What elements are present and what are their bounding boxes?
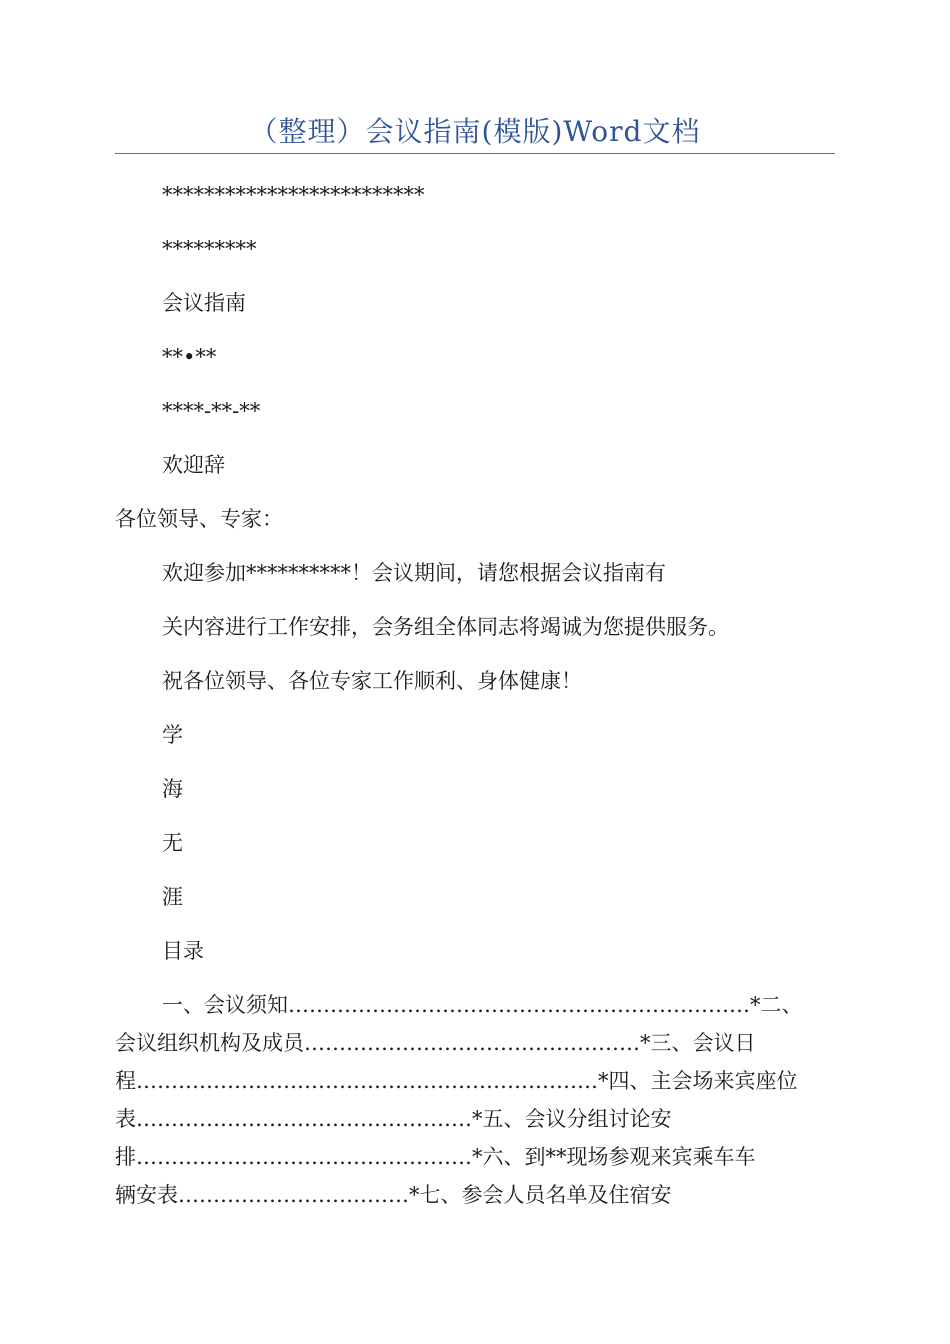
toc-heading: 目录 xyxy=(162,939,204,963)
welcome-paragraph-line-2: 关内容进行工作安排，会务组全体同志将竭诚为您提供服务。 xyxy=(162,615,729,639)
toc-line: 程…………………………………………………………*四、主会场来宾座位 xyxy=(115,1069,798,1093)
welcome-heading: 欢迎辞 xyxy=(162,453,225,477)
guide-title: 会议指南 xyxy=(162,291,246,315)
cover-line-1: ************************* xyxy=(162,183,425,207)
toc-line: 辆安表……………………………*七、参会人员名单及住宿安 xyxy=(115,1183,672,1207)
vertical-char-4: 涯 xyxy=(162,885,183,909)
vertical-char-2: 海 xyxy=(162,777,183,801)
title-underline xyxy=(115,153,835,154)
welcome-wishes: 祝各位领导、各位专家工作顺利、身体健康！ xyxy=(162,669,582,693)
welcome-salutation: 各位领导、专家： xyxy=(115,507,283,531)
vertical-char-1: 学 xyxy=(162,723,183,747)
toc-line: 排…………………………………………*六、到**现场参观来宾乘车车 xyxy=(115,1145,756,1169)
toc-line: 表…………………………………………*五、会议分组讨论安 xyxy=(115,1107,672,1131)
welcome-paragraph-line-1: 欢迎参加**********！会议期间，请您根据会议指南有 xyxy=(162,561,666,585)
vertical-char-3: 无 xyxy=(162,831,183,855)
cover-line-2: ********* xyxy=(162,237,257,261)
toc-line: 一、会议须知…………………………………………………………*二、 xyxy=(162,993,803,1017)
meeting-place: **•** xyxy=(162,345,217,369)
meeting-date: ****-**-** xyxy=(162,399,261,423)
toc-line: 会议组织机构及成员…………………………………………*三、会议日 xyxy=(115,1031,756,1055)
document-title: （整理）会议指南(模版)Word文档 xyxy=(249,115,701,148)
